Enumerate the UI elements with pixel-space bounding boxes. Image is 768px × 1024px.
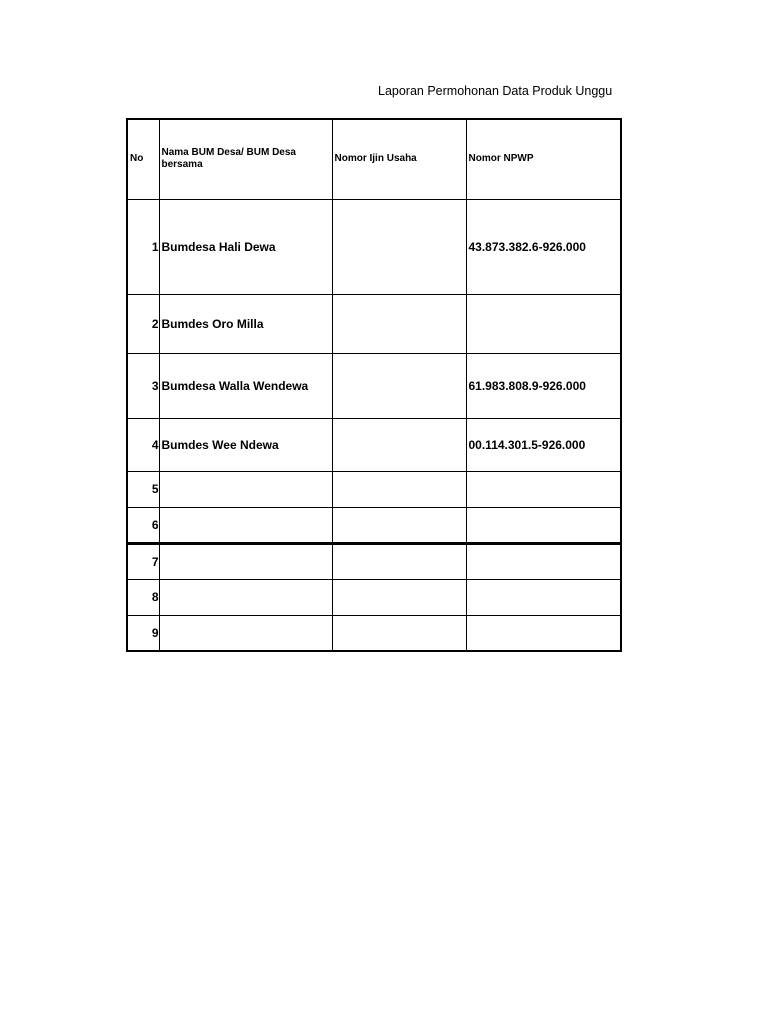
row-no: 8 <box>127 579 159 615</box>
row-ijin <box>332 418 466 471</box>
row-no: 9 <box>127 615 159 651</box>
row-no: 5 <box>127 471 159 507</box>
row-ijin <box>332 471 466 507</box>
row-ijin <box>332 294 466 353</box>
header-nama: Nama BUM Desa/ BUM Desa bersama <box>159 119 332 199</box>
row-npwp <box>466 471 621 507</box>
row-npwp <box>466 615 621 651</box>
row-nama <box>159 471 332 507</box>
row-nama <box>159 579 332 615</box>
row-no: 4 <box>127 418 159 471</box>
header-no: No <box>127 119 159 199</box>
row-ijin <box>332 543 466 579</box>
row-no: 6 <box>127 507 159 543</box>
table-row <box>127 615 621 651</box>
row-npwp <box>466 543 621 579</box>
header-npwp: Nomor NPWP <box>466 119 621 199</box>
row-nama <box>159 507 332 543</box>
row-no: 3 <box>127 353 159 418</box>
report-title: Laporan Permohonan Data Produk Unggu <box>378 84 613 98</box>
table-row <box>127 579 621 615</box>
table-header-row <box>127 119 621 199</box>
row-ijin <box>332 353 466 418</box>
row-ijin <box>332 199 466 294</box>
row-nama: Bumdesa Walla Wendewa <box>159 353 332 418</box>
header-ijin: Nomor Ijin Usaha <box>332 119 466 199</box>
table-row <box>127 418 621 471</box>
row-npwp <box>466 579 621 615</box>
table-row <box>127 471 621 507</box>
row-no: 1 <box>127 199 159 294</box>
row-npwp <box>466 294 621 353</box>
row-nama: Bumdesa Hali Dewa <box>159 199 332 294</box>
row-nama: Bumdes Oro Milla <box>159 294 332 353</box>
table-row <box>127 199 621 294</box>
row-npwp: 61.983.808.9-926.000 <box>466 353 621 418</box>
row-ijin <box>332 507 466 543</box>
row-nama: Bumdes Wee Ndewa <box>159 418 332 471</box>
row-no: 2 <box>127 294 159 353</box>
row-nama <box>159 615 332 651</box>
row-ijin <box>332 579 466 615</box>
row-npwp: 43.873.382.6-926.000 <box>466 199 621 294</box>
row-no: 7 <box>127 543 159 579</box>
table-row <box>127 543 621 579</box>
row-ijin <box>332 615 466 651</box>
table-row <box>127 353 621 418</box>
report-table <box>126 118 622 652</box>
row-npwp: 00.114.301.5-926.000 <box>466 418 621 471</box>
table-row <box>127 294 621 353</box>
row-nama <box>159 543 332 579</box>
row-npwp <box>466 507 621 543</box>
table-row <box>127 507 621 543</box>
report-title-container <box>378 82 619 100</box>
